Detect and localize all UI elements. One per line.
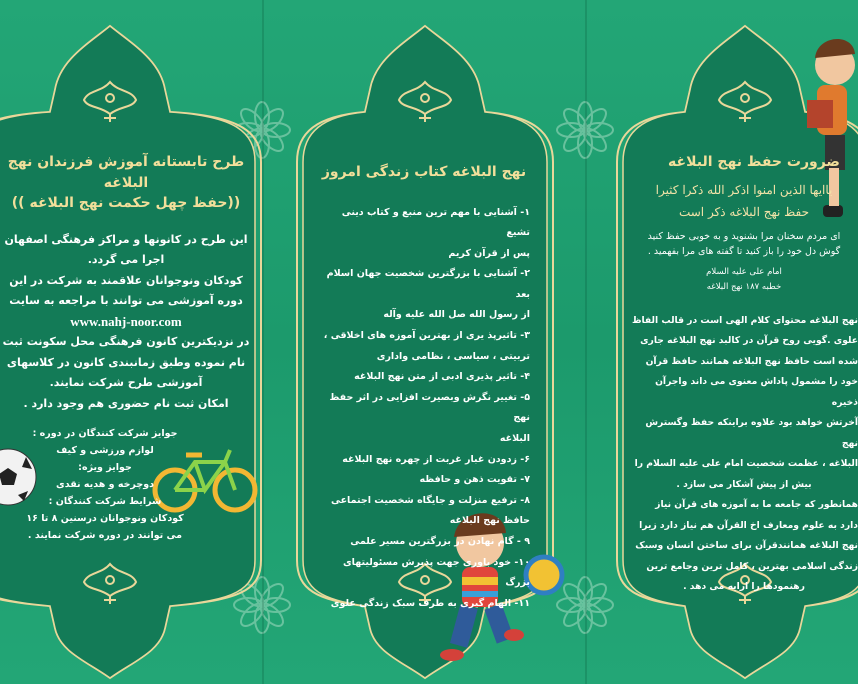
body-line: البلاغه ، عظمت شخصیت امام علی علیه السلام را [634,458,858,469]
body-line: امکان ثبت نام حضوری هم وجود دارد . [23,396,229,410]
title-line: ((حفظ چهل حکمت نهج البلاغه )) [11,195,241,211]
prize-line: شرایط شرکت کنندگان : [48,496,162,507]
prize-line: دوچرخه و هدیه نقدی [56,479,154,490]
list-item: حافظ نهج البلاغه [449,515,530,527]
body-line: نام نموده وطبق زمانبندی کانون در کلاسهای [6,355,246,369]
body-line: آموزشی طرح شرکت نمایند. [49,376,203,389]
body-line: اجرا می گردد. [87,253,165,266]
body-line: این طرح در کانونها و مراکز فرهنگی اصفهان [4,232,248,246]
body-line: کودکان ونوجوانان علاقمند به شرکت در این [9,273,243,287]
list-item: ۱۱- الهام گیری به طرف سبک زندگی علوی [330,597,530,609]
list-item: ۱- آشنایی با مهم ترین منبع و کتاب دینی تشیع [341,206,530,239]
list-item: ۶- زدودن غبار غربت از چهره نهج البلاغه [342,453,530,465]
right-title: ضرورت حفظ نهج البلاغه [668,154,840,170]
list-item: ۲- آشنایی با بزرگترین شخصیت جهان اسلام بعد [326,268,530,300]
body-line: نهج البلاغه همانندقرآن برای ساختن انسان وسبک [635,540,858,551]
fold-line [585,0,587,684]
body-line: نهج البلاغه محتوای کلام الهی است در قالب الفاظ [631,314,858,326]
list-item: ۵- تغییر نگرش وبصیرت افزایی در اثر حفظ نهج [329,391,530,424]
fold-line [262,0,264,684]
right-body [630,311,858,598]
prize-line: می توانند در دوره شرکت نمایند . [27,530,183,541]
right-panel-content [630,152,858,598]
website-link[interactable]: www.nahj-noor.com [70,313,182,329]
body-line: دارد به علوم ومعارف اخ القرآن هم نیاز دارد زیرا [639,519,858,531]
list-item: ۱۰- خود باوری جهت پذیرش مسئولیتهای بزرگ [342,556,530,589]
quote-source: خطبه ۱۸۷ نهج البلاغه [706,281,782,292]
quote-source: امام علی علیه السلام [706,266,782,277]
body-line: دوره آموزشی می توانند با مراجعه به سایت [9,294,243,307]
body-line: علوی .گویی روح قرآن در کالبد نهج البلاغه جاری [640,335,858,346]
title-line: طرح تابستانه آموزش فرزندان نهج البلاغه [7,154,245,191]
body-line: آخرتش خواهد بود علاوه براینکه حفظ وگسترش نهج [645,417,858,449]
list-item: ۳- تاثیرپذ یری از بهترین آموزه های اخلاقی ، [323,330,530,342]
list-item: ۸- ترفیع منزلت و جایگاه شخصیت اجتماعی [330,494,530,506]
list-item: تربیتی ، سیاسی ، نظامی واداری [376,350,530,362]
body-line: رهنمودها را ارایه می دهد . [683,581,805,592]
prize-line: جوایز ویژه: [78,462,132,473]
body-line: شده است حافظ نهج البلاغه همانند حافظ قرآن [645,355,858,367]
body-line: خود را مشمول پاداش معنوی می داند واجرآن ذخیره [655,376,858,408]
list-item: البلاغه [499,433,530,445]
body-line: بیش از پیش آشکار می سازد . [676,478,812,490]
benefits-list [318,203,530,615]
prize-line: جوایز شرکت کنندگان در دوره : [32,428,178,439]
prizes-section [20,425,190,544]
body-line: زندگی اسلامی بهترین ، کامل ترین وجامع ترین [646,560,858,572]
list-item: ۷- تقویت ذهن و حافظه [419,474,530,486]
list-item: پس از قرآن کریم [448,247,530,259]
list-item: از رسول الله صل الله علیه وآله [383,309,530,321]
middle-panel-content [318,162,530,614]
left-panel-content [0,152,262,414]
left-title [0,152,262,214]
verse-line: حفظ نهج البلاغه ذکر است [678,204,810,219]
verse-line: یاایها الذین امنوا اذکر الله ذکرا کثیرا [655,182,833,197]
prize-line: کودکان ونوجوانان درسنین ۸ تا ۱۶ [26,513,184,524]
body-line: همانطور که جامعه ما به آموزه های قرآن نیاز [655,499,858,510]
quote-line: گوش دل خود را باز کنید تا گفته های مرا بفهمید . [647,245,841,257]
quote-line: ای مردم سخنان مرا بشنوید و به خوبی حفظ کنید [647,230,841,242]
list-item: ۴- تاثیر پذیری ادبی از متن نهج البلاغه [354,371,530,383]
middle-title: نهج البلاغه کتاب زندگی امروز [321,164,527,180]
body-line: در نزدیکترین کانون فرهنگی محل سکونت ثبت [2,335,250,348]
list-item: ۹ - گام نهادن در بزرگترین مسیر علمی [350,536,530,547]
prize-line: لوازم ورزشی و کیف [56,445,154,456]
